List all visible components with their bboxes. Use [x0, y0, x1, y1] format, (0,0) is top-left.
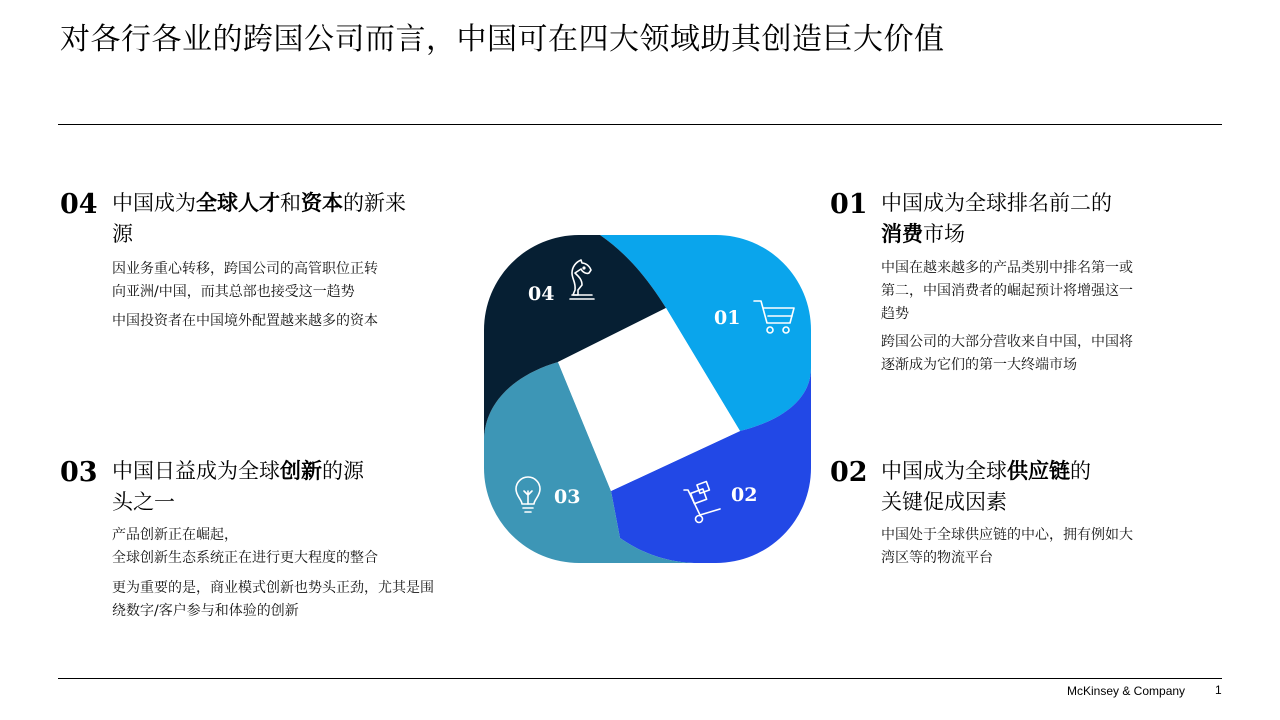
- bullet-line: 湾区等的物流平台: [881, 550, 993, 566]
- bullet-line: 第二，中国消费者的崛起预计将增强这一: [881, 283, 1133, 299]
- heading-emphasis: 全球人才: [196, 191, 280, 215]
- bullet-line: 全球创新生态系统正在进行更大程度的整合: [112, 550, 378, 566]
- bullet-line: 产品创新正在崛起，: [112, 527, 238, 543]
- petal-label-01: 01: [714, 307, 741, 329]
- bullet-line: 中国处于全球供应链的中心，拥有例如大: [881, 527, 1133, 543]
- section-04: [60, 188, 490, 338]
- heading-text: 中国日益成为全球: [112, 459, 280, 483]
- heading-text: 源: [112, 222, 133, 246]
- heading-emphasis: 资本: [301, 191, 343, 215]
- petal-label-03: 03: [554, 486, 581, 508]
- heading-text: 和: [280, 191, 301, 215]
- section-number: 03: [60, 457, 98, 488]
- heading-text: 的源: [322, 459, 364, 483]
- section-number: 04: [60, 189, 98, 220]
- section-heading: [112, 456, 492, 518]
- section-heading: [881, 456, 1221, 518]
- bullet-1: [112, 258, 378, 304]
- heading-emphasis: 创新: [280, 459, 322, 483]
- bullet-2: [112, 577, 434, 623]
- petal-label-04: 04: [528, 283, 555, 305]
- bullet-line: 跨国公司的大部分营收来自中国，中国将: [881, 334, 1133, 350]
- section-heading: [881, 188, 1221, 250]
- section-heading: [112, 188, 492, 250]
- bullet-line: 绕数字/客户参与和体验的创新: [112, 603, 299, 619]
- footer-brand: McKinsey & Company: [1067, 684, 1186, 698]
- heading-text: 的: [1070, 459, 1091, 483]
- bullet-line: 中国在越来越多的产品类别中排名第一或: [881, 260, 1133, 276]
- heading-text: 中国成为全球: [881, 459, 1007, 483]
- heading-text: 市场: [923, 222, 965, 246]
- bullet-line: 向亚洲/中国，而其总部也接受这一趋势: [112, 284, 355, 300]
- bullet-line: 逐渐成为它们的第一大终端市场: [881, 357, 1077, 373]
- bullet-line: 中国投资者在中国境外配置越来越多的资本: [112, 313, 378, 329]
- section-number: 01: [830, 189, 868, 220]
- heading-text: 中国成为全球排名前二的: [881, 191, 1112, 215]
- heading-text: 的新来: [343, 191, 406, 215]
- section-02: [830, 456, 1230, 576]
- bullet-2: [112, 310, 378, 333]
- page-title: 对各行各业的跨国公司而言，中国可在四大领域助其创造巨大价值: [60, 22, 945, 57]
- heading-text: 关键促成因素: [881, 490, 1007, 514]
- section-01: [830, 188, 1230, 388]
- bullet-line: 更为重要的是，商业模式创新也势头正劲，尤其是围: [112, 580, 434, 596]
- heading-text: 头之一: [112, 490, 175, 514]
- petal-label-02: 02: [731, 484, 758, 506]
- bullet-line: 趋势: [881, 306, 909, 322]
- heading-emphasis: 供应链: [1007, 459, 1070, 483]
- bullet-1: [881, 257, 1133, 326]
- bullet-2: [881, 331, 1133, 377]
- heading-emphasis: 消费: [881, 222, 923, 246]
- cycle-diagram: [484, 233, 812, 563]
- section-number: 02: [830, 457, 868, 488]
- bullet-1: [881, 524, 1133, 570]
- bullet-1: [112, 524, 378, 570]
- page-number: 1: [1215, 683, 1222, 697]
- bullet-line: 因业务重心转移，跨国公司的高管职位正转: [112, 261, 378, 277]
- section-03: [60, 456, 550, 626]
- heading-text: 中国成为: [112, 191, 196, 215]
- footer-divider: [58, 678, 1222, 679]
- title-divider: [58, 124, 1222, 125]
